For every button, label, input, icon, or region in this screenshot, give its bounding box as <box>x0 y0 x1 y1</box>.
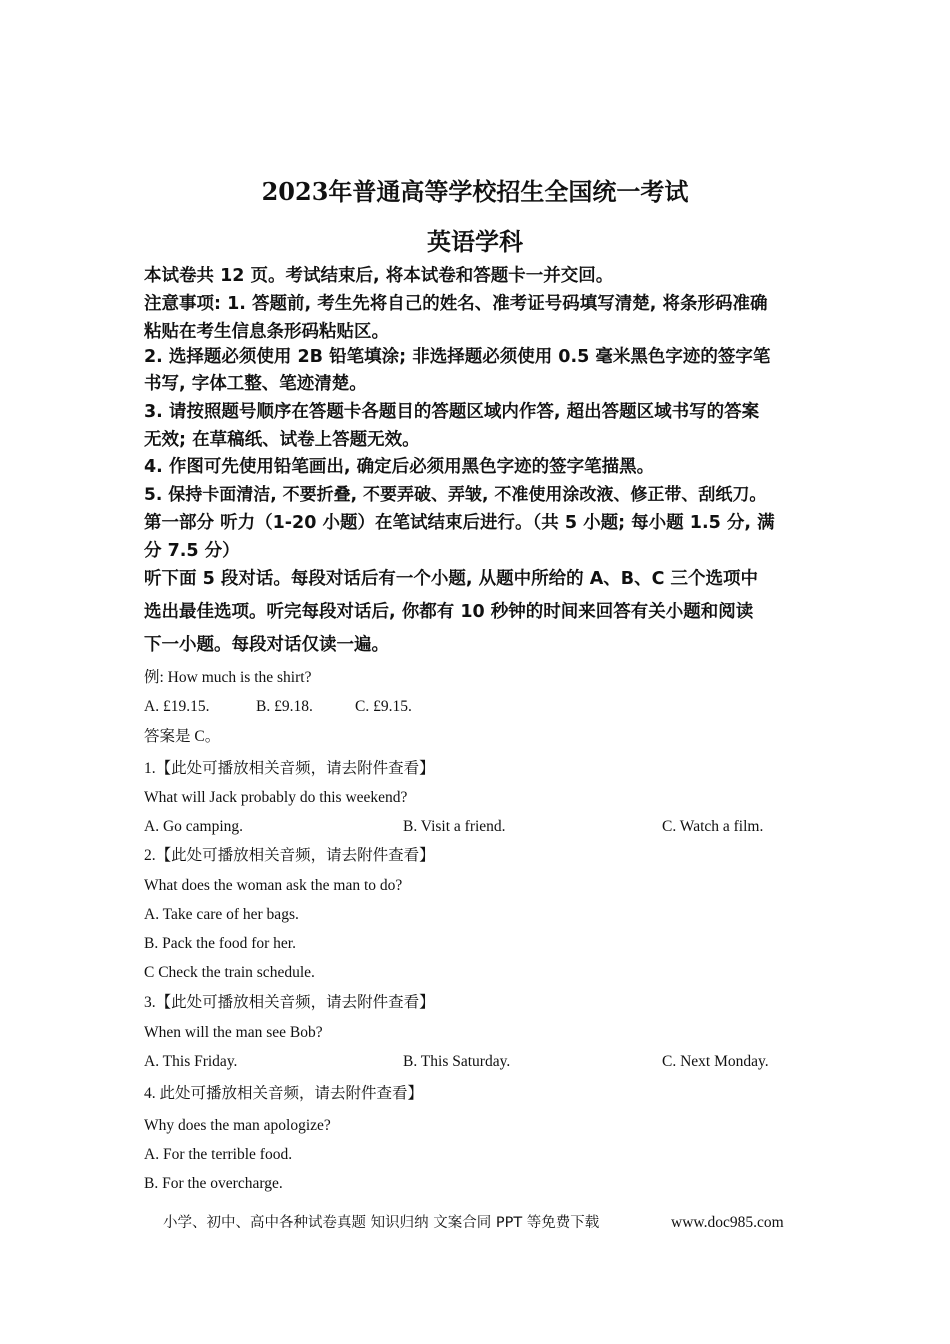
instruction-line: 注意事项: 1. 答题前, 考生先将自己的姓名、准考证号码填写清楚, 将条形码准确 <box>144 294 768 314</box>
part1-heading: 第一部分 听力（1-20 小题）在笔试结束后进行。（共 5 小题; 每小题 1.5 分, 满 <box>144 513 775 533</box>
question-2-option-a: A. Take care of her bags. <box>144 906 299 923</box>
question-1-option-a: A. Go camping. <box>144 818 244 835</box>
question-3-text: When will the man see Bob? <box>144 1024 323 1041</box>
part1-heading: 分 7.5 分） <box>144 541 240 561</box>
question-3-option-a: A. This Friday. <box>144 1053 238 1070</box>
question-4-text: Why does the man apologize? <box>144 1117 331 1134</box>
instruction-line: 3. 请按照题号顺序在答题卡各题目的答题区域内作答, 超出答题区域书写的答案 <box>144 402 760 422</box>
footer-text: 小学、初中、高中各种试卷真题 知识归纳 文案合同 PPT 等免费下载 <box>163 1215 600 1231</box>
question-3-option-b: B. This Saturday. <box>403 1053 511 1070</box>
example-answer: 答案是 C。 <box>144 728 221 745</box>
example-question: 例: How much is the shirt? <box>144 669 312 686</box>
example-option-b: B. £9.18. <box>256 698 313 715</box>
question-4-option-b: B. For the overcharge. <box>144 1175 283 1192</box>
instruction-line: 书写, 字体工整、笔迹清楚。 <box>144 374 367 394</box>
exam-title: 2023年普通高等学校招生全国统一考试 <box>261 177 689 206</box>
question-3-option-c: C. Next Monday. <box>662 1053 769 1070</box>
question-3-audio[interactable]: 3.【此处可播放相关音频，请去附件查看】 <box>144 994 435 1011</box>
question-2-text: What does the woman ask the man to do? <box>144 877 403 894</box>
question-4-audio[interactable]: 4. 此处可播放相关音频，请去附件查看】 <box>144 1085 424 1102</box>
instruction-line: 4. 作图可先使用铅笔画出, 确定后必须用黑色字迹的签字笔描黑。 <box>144 457 655 477</box>
example-option-c: C. £9.15. <box>355 698 412 715</box>
instruction-line: 5. 保持卡面清洁, 不要折叠, 不要弄破、弄皱, 不准使用涂改液、修正带、刮纸刀。 <box>144 485 767 505</box>
instruction-line: 无效; 在草稿纸、试卷上答题无效。 <box>144 430 420 450</box>
part1-directions: 选出最佳选项。听完每段对话后, 你都有 10 秒钟的时间来回答有关小题和阅读 <box>144 602 754 622</box>
instruction-line: 粘贴在考生信息条形码粘贴区。 <box>144 322 389 342</box>
instruction-line: 本试卷共 12 页。考试结束后, 将本试卷和答题卡一并交回。 <box>144 266 614 286</box>
question-1-option-c: C. Watch a film. <box>662 818 764 835</box>
part1-directions: 听下面 5 段对话。每段对话后有一个小题, 从题中所给的 A、B、C 三个选项中 <box>144 569 759 589</box>
question-4-option-a: A. For the terrible food. <box>144 1146 293 1163</box>
question-2-option-c: C Check the train schedule. <box>144 964 315 981</box>
question-1-option-b: B. Visit a friend. <box>403 818 506 835</box>
question-2-option-b: B. Pack the food for her. <box>144 935 296 952</box>
example-option-a: A. £19.15. <box>144 698 210 715</box>
footer-url[interactable]: www.doc985.com <box>671 1214 784 1231</box>
question-1-audio[interactable]: 1.【此处可播放相关音频，请去附件查看】 <box>144 760 435 777</box>
question-2-audio[interactable]: 2.【此处可播放相关音频，请去附件查看】 <box>144 847 435 864</box>
instruction-line: 2. 选择题必须使用 2B 铅笔填涂; 非选择题必须使用 0.5 毫米黑色字迹的签字笔 <box>144 347 771 367</box>
part1-directions: 下一小题。每段对话仅读一遍。 <box>144 635 389 655</box>
subject-title: 英语学科 <box>427 227 523 256</box>
question-1-text: What will Jack probably do this weekend? <box>144 789 408 806</box>
